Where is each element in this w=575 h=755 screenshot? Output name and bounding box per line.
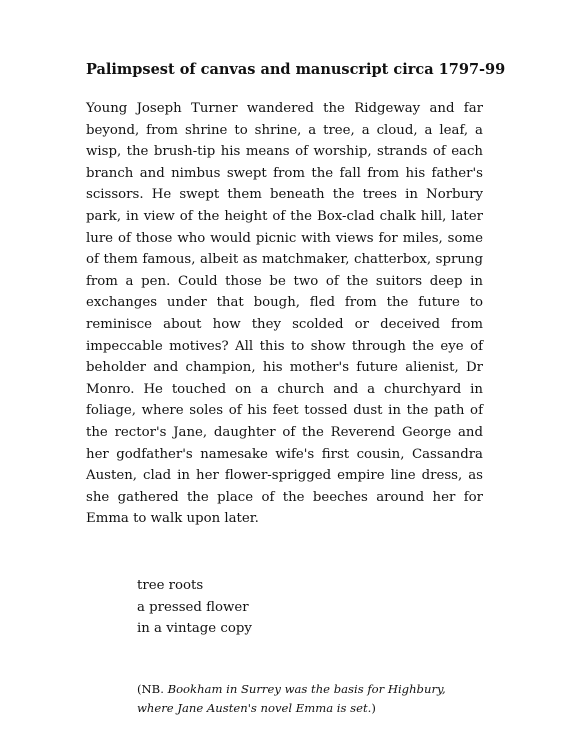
footnote xyxy=(137,680,467,718)
footnote-text: Bookham in Surrey was the basis for Highbury, where Jane Austen's novel Emma is set. xyxy=(137,682,446,715)
haiku-line: a pressed flower xyxy=(137,599,249,615)
footnote-open: (NB. xyxy=(137,682,168,696)
haiku-poem xyxy=(137,575,252,640)
prose-paragraph: Young Joseph Turner wandered the Ridgeway and far beyond, from shrine to shrine, a tree, a cloud, a leaf, a wisp, the brush-tip his means of worship, strands of each branch and nimbus swept from the fall from his father's scissors. He swept them beneath the trees in Norbury park, in view of the height of the Box-clad chalk hill, later lure of those who would picnic with views for miles, some of them famous, albeit as matchmaker, chatterbox, sprung from a pen. Could those be two of the suitors deep in exchanges under that bough, fled from the future to reminisce about how they scolded or deceived from impeccable motives? All this to show through the eye of beholder and champion, his mother's future alienist, Dr Monro. He touched on a church and a churchyard in foliage, where soles of his feet tossed dust in the path of the rector's Jane, daughter of the Reverend George and her godfather's namesake wife's first cousin, Cassandra Austen, clad in her flower-sprigged empire line dress, as she gathered the place of the beeches around her for Emma to walk upon later. xyxy=(86,101,483,527)
haiku-line: tree roots xyxy=(137,578,204,593)
haiku-line: in a vintage copy xyxy=(137,621,252,636)
footnote-close: ) xyxy=(371,701,376,715)
document-title: Palimpsest of canvas and manuscript circa 1797-99 xyxy=(86,61,506,78)
